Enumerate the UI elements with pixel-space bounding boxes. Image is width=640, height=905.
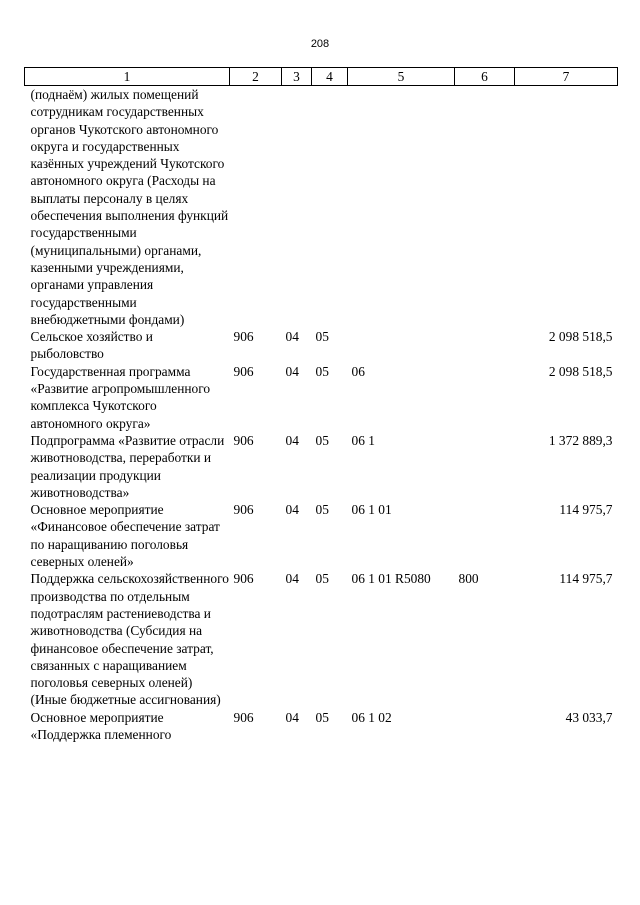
row-ministry [230, 86, 282, 329]
column-header-type: 6 [455, 68, 515, 86]
row-section: 04 [285, 363, 299, 379]
column-header-target: 5 [348, 68, 455, 86]
row-target: 06 1 01 R5080 [351, 571, 431, 587]
row-amount: 43 033,7 [565, 709, 613, 725]
table-row [25, 86, 618, 329]
row-target: 06 1 02 [351, 709, 392, 725]
row-ministry: 906 [233, 502, 254, 518]
row-section: 04 [285, 709, 299, 725]
row-name: Основное мероприятие «Поддержка племенного [30, 709, 172, 742]
row-ministry: 906 [233, 363, 254, 379]
row-target [348, 86, 455, 329]
row-target: 06 1 01 [351, 502, 392, 518]
table-row [25, 328, 618, 363]
table-header-row [25, 68, 618, 86]
row-name: Государственная программа «Развитие агропромышленного комплекса Чукотского автономного округа» [30, 363, 211, 431]
row-target: 06 [351, 363, 365, 379]
row-subsection: 05 [315, 329, 329, 345]
row-section: 04 [285, 571, 299, 587]
column-header-amount: 7 [515, 68, 618, 86]
row-type [455, 432, 515, 501]
table-row [25, 709, 618, 744]
table-row [25, 432, 618, 501]
row-subsection: 05 [315, 432, 329, 448]
row-subsection: 05 [315, 363, 329, 379]
row-type [455, 86, 515, 329]
column-header-subsection: 4 [312, 68, 348, 86]
row-amount [515, 86, 618, 329]
table-row [25, 570, 618, 708]
row-subsection: 05 [315, 502, 329, 518]
row-amount: 2 098 518,5 [548, 329, 613, 345]
row-type: 800 [458, 571, 479, 587]
row-amount: 1 372 889,3 [548, 432, 613, 448]
column-header-name: 1 [25, 68, 230, 86]
column-header-ministry: 2 [230, 68, 282, 86]
row-subsection: 05 [315, 571, 329, 587]
row-name: Поддержка сельскохозяйственного производства по отдельным подотраслям растениеводства и животноводства (Субсидия на финансовое обеспечение затрат, связанных с наращиванием поголовья северных оленей) (Иные бюджетные ассигнования) [30, 571, 229, 708]
row-type [455, 328, 515, 363]
row-name: Сельское хозяйство и рыболовство [30, 329, 153, 362]
row-amount: 114 975,7 [559, 571, 613, 587]
page-number: 208 [310, 38, 330, 50]
row-type [455, 709, 515, 744]
row-type [455, 363, 515, 432]
row-type [455, 501, 515, 570]
row-ministry: 906 [233, 432, 254, 448]
row-subsection: 05 [315, 709, 329, 725]
column-header-section: 3 [282, 68, 312, 86]
row-section: 04 [285, 329, 299, 345]
row-ministry: 906 [233, 571, 254, 587]
row-target [348, 328, 455, 363]
row-name: Основное мероприятие «Финансовое обеспечение затрат по наращиванию поголовья северных оленей» [30, 502, 220, 570]
row-section: 04 [285, 432, 299, 448]
row-section [282, 86, 312, 329]
row-target: 06 1 [351, 432, 375, 448]
row-subsection [312, 86, 348, 329]
row-ministry: 906 [233, 329, 254, 345]
budget-table [24, 67, 618, 743]
row-name: (поднаём) жилых помещений сотрудникам государственных органов Чукотского автономного округа и государственных казённых учреждений Чукотского автономного округа (Расходы на выплаты персоналу в целях обеспечения выполнения функций государственными (муниципальными) органами, казенными учреждениями, органами управления государственными внебюджетными фондами) [30, 87, 229, 327]
table-row [25, 363, 618, 432]
row-ministry: 906 [233, 709, 254, 725]
row-name: Подпрограмма «Развитие отрасли животноводства, переработки и реализации продукции животноводства» [30, 432, 225, 500]
table-row [25, 501, 618, 570]
row-section: 04 [285, 502, 299, 518]
row-amount: 2 098 518,5 [548, 363, 613, 379]
row-amount: 114 975,7 [559, 502, 613, 518]
